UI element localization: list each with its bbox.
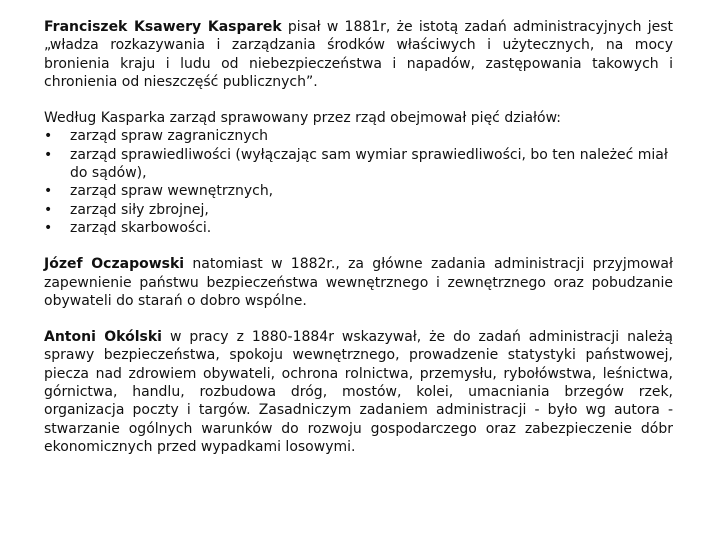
- list-item: [44, 182, 673, 200]
- list-item: [44, 127, 673, 145]
- list-item: [44, 219, 673, 237]
- list-item-text: zarząd siły zbrojnej,: [70, 201, 209, 218]
- bullet-icon: •: [44, 183, 53, 200]
- list-item-text: zarząd skarbowości.: [70, 219, 212, 236]
- bullet-icon: •: [44, 201, 53, 218]
- document-page: [44, 18, 673, 456]
- list-item: [44, 201, 673, 219]
- paragraph-okolski: [44, 328, 673, 456]
- list-intro: Według Kasparka zarząd sprawowany przez rząd obejmował pięć działów:: [44, 110, 561, 127]
- paragraph-kasparek: [44, 18, 673, 91]
- author-name-oczapowski: Józef Oczapowski: [44, 256, 185, 273]
- bullet-icon: •: [44, 146, 53, 163]
- paragraph-oczapowski: [44, 255, 673, 310]
- paragraph-oczapowski-text: natomiast w 1882r., za główne zadania administracji przyjmował zapewnienie państwu bezpieczeństwa wewnętrznego i zewnętrznego oraz pobudzanie obywateli do starań o dobro wspólne.: [44, 256, 673, 309]
- paragraph-okolski-text: w pracy z 1880-1884r wskazywał, że do zadań administracji należą sprawy bezpieczeństwa, spokoju wewnętrznego, prowadzenie statystyki państwowej, piecza nad zdrowiem obywateli, ochrona rolnictwa, przemysłu, rybołówstwa, leśnictwa, górnictwa, handlu, rozbudowa dróg, mostów, kolei, umacniania brzegów rzek, organizacja poczty i targów. Zasadniczym zadaniem administracji - było wg autora - stwarzanie ogólnych warunków do rozwoju gospodarczego oraz zabezpieczenie dóbr ekonomicznych przed wypadkami losowymi.: [44, 329, 674, 455]
- list-item-text: zarząd sprawiedliwości (wyłączając sam wymiar sprawiedliwości, bo ten należeć miał do sądów),: [70, 146, 668, 182]
- list-item-text: zarząd spraw zagranicznych: [70, 128, 269, 145]
- author-name-kasparek: Franciszek Ksawery Kasparek: [44, 19, 282, 35]
- bullet-icon: •: [44, 219, 53, 236]
- bullet-icon: •: [44, 128, 53, 145]
- paragraph-kasparek-text: pisał w 1881r, że istotą zadań administracyjnych jest „władza rozkazywania i zarządzania środków właściwych i użytecznych, na mocy bronienia kraju i ludu od niebezpieczeństwa i napadów, zastępowania takowych i chronienia od nieszczęść publicznych”.: [44, 19, 674, 90]
- list-item-text: zarząd spraw wewnętrznych,: [70, 183, 274, 200]
- author-name-okolski: Antoni Okólski: [44, 329, 162, 346]
- list-item: [44, 146, 673, 183]
- departments-list: [44, 127, 673, 237]
